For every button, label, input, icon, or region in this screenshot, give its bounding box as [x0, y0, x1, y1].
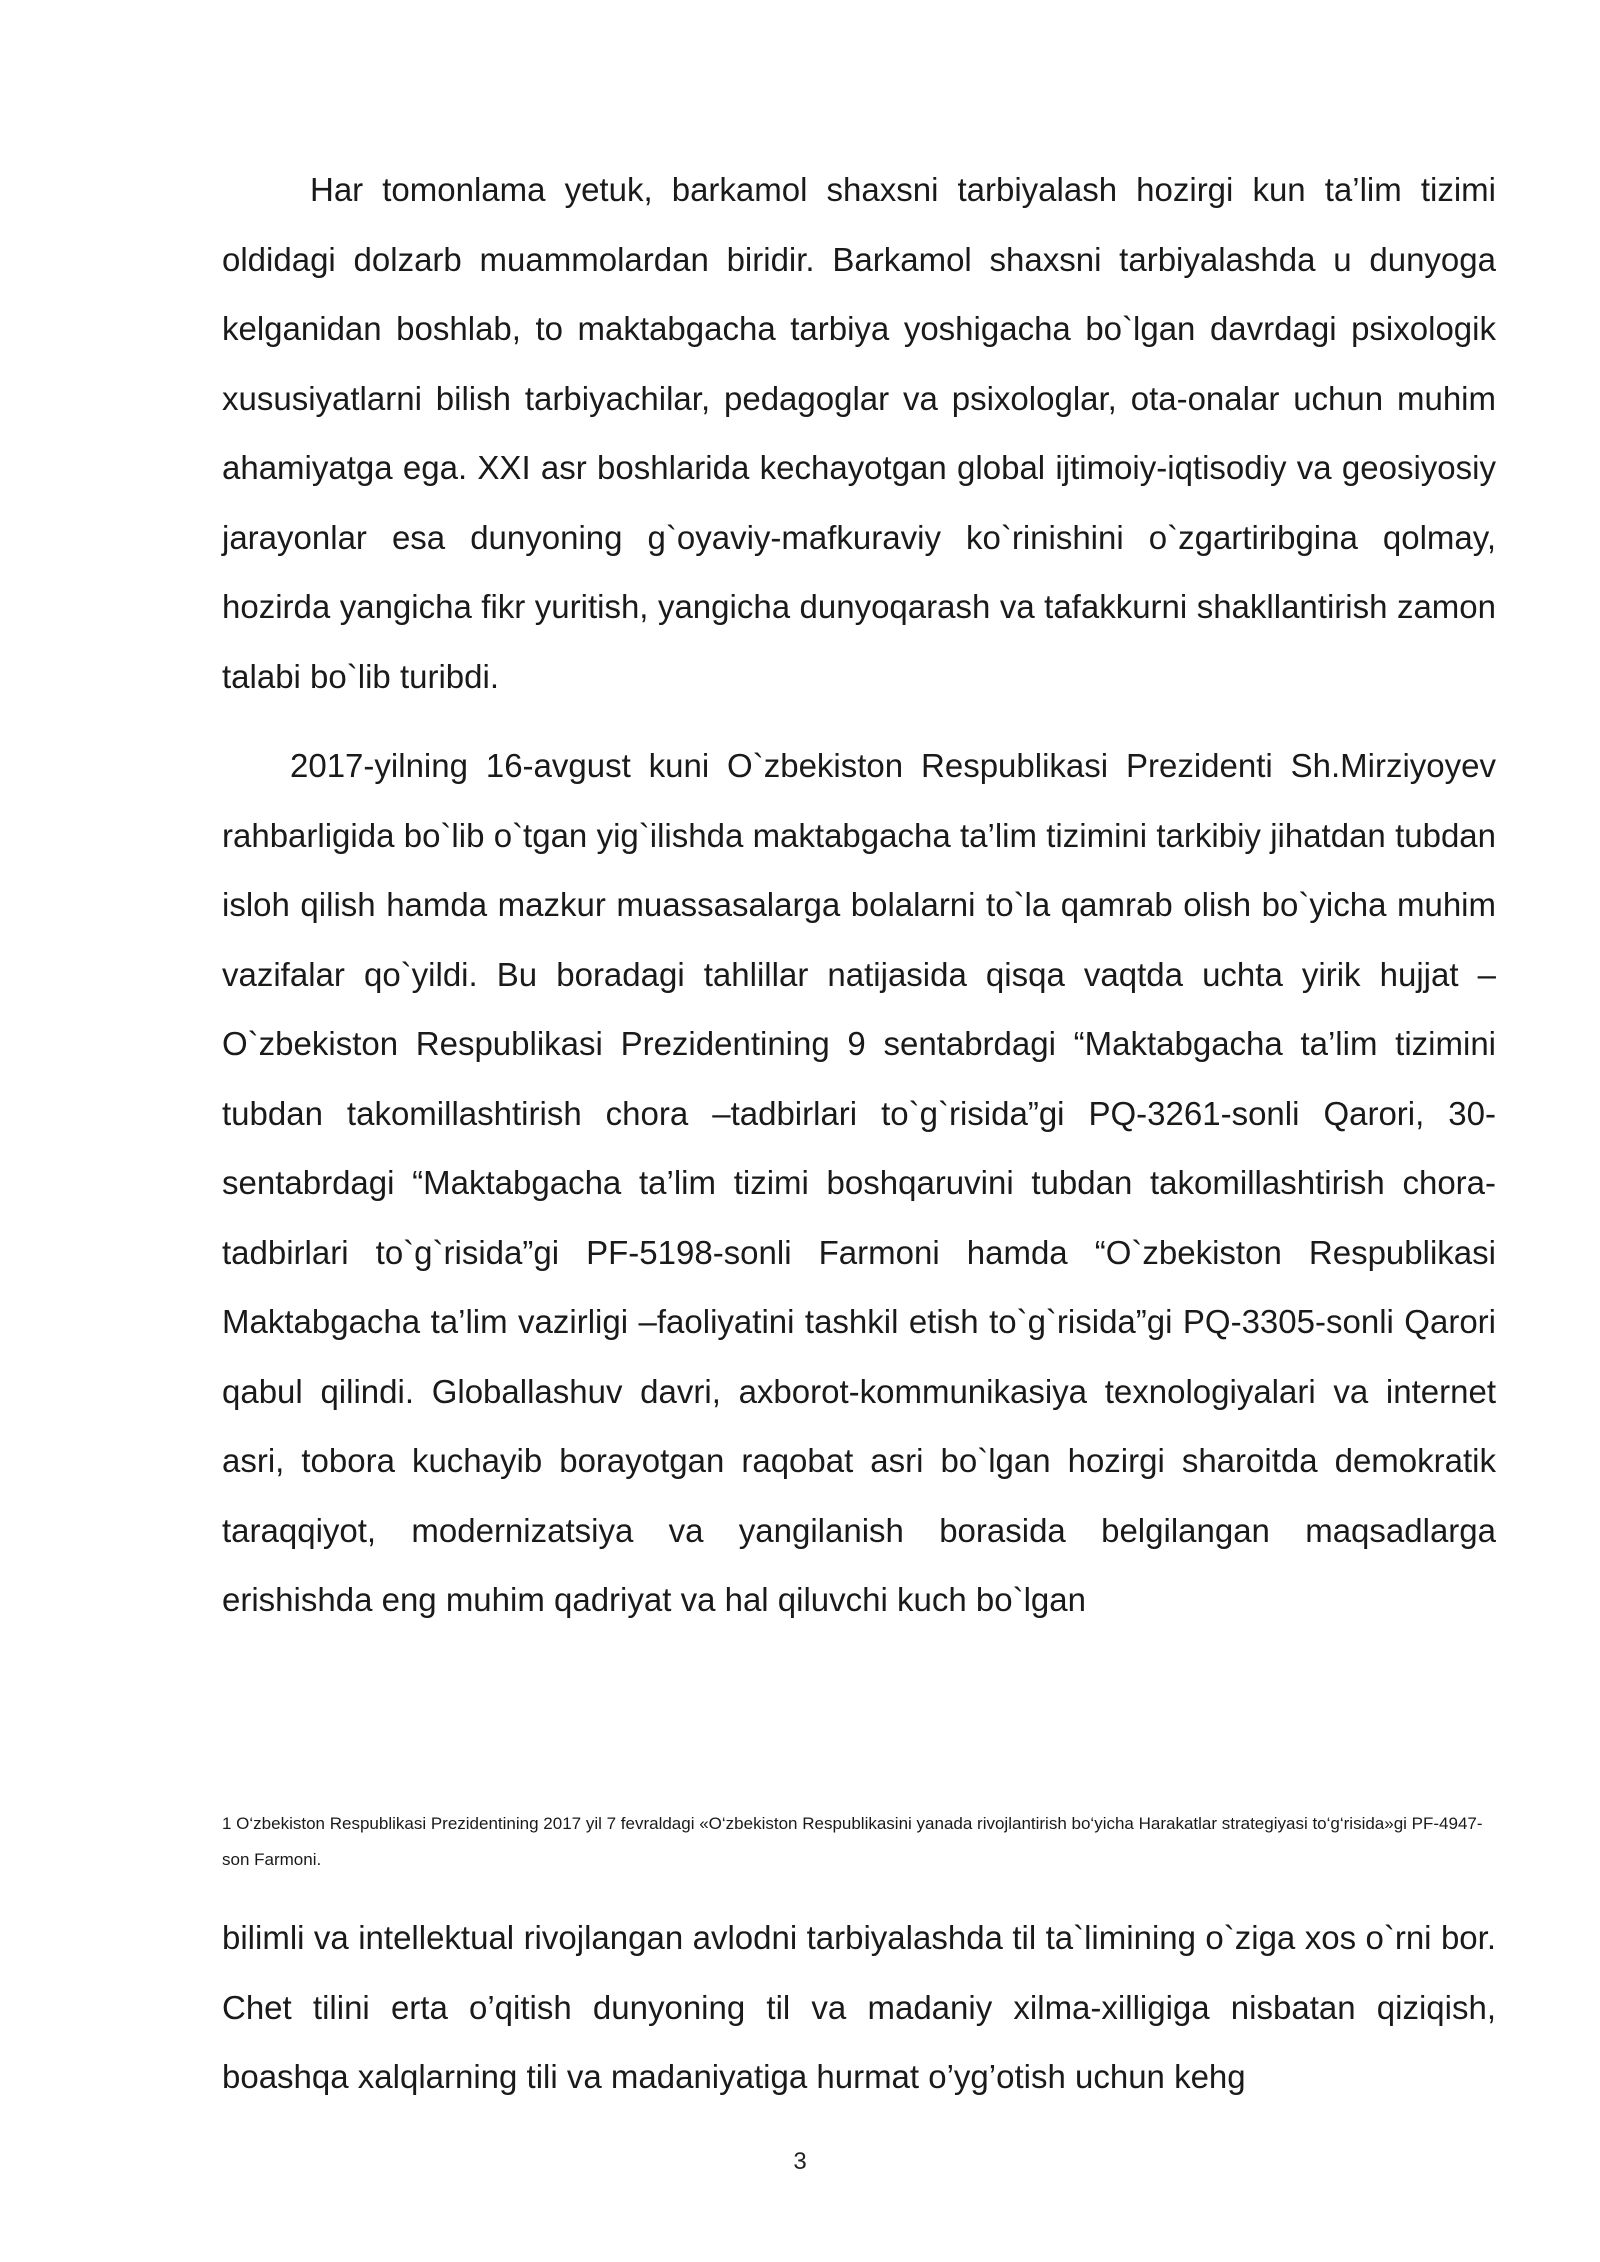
- page-number: 3: [793, 2148, 807, 2175]
- body-paragraph: 2017-yilning 16-avgust kuni O`zbekiston Respublikasi Prezidenti Sh.Mirziyoyev rahbarligida bo`lib o`tgan yig`ilishda maktabgacha ta’lim tizimini tarkibiy jihatdan tubdan isloh qilish hamda mazkur muassasalarga bolalarni to`la qamrab olish bo`yicha muhim vazifalar qo`yildi. Bu boradagi tahlillar natijasida qisqa vaqtda uchta yirik hujjat – O`zbekiston Respublikasi Prezidentining 9 sentabrdagi “Maktabgacha ta’lim tizimini tubdan takomillashtirish chora –tadbirlari to`g`risida”gi PQ-3261-sonli Qarori, 30-sentabrdagi “Maktabgacha ta’lim tizimi boshqaruvini tubdan takomillashtirish chora-tadbirlari to`g`risida”gi PF-5198-sonli Farmoni hamda “O`zbekiston Respublikasi Maktabgacha ta’lim vazirligi –faoliyatini tashkil etish to`g`risida”gi PQ-3305-sonli Qarori qabul qilindi. Globallashuv davri, axborot-kommunikasiya texnologiyalari va internet asri, tobora kuchayib borayotgan raqobat asri bo`lgan hozirgi sharoitda demokratik taraqqiyot, modernizatsiya va yangilanish borasida belgilangan maqsadlarga erishishda eng muhim qadriyat va hal qiluvchi kuch bo`lgan: [222, 747, 1496, 1618]
- body-paragraph-1-block: [222, 155, 1496, 711]
- body-paragraph-2-block: [222, 731, 1496, 1635]
- footnote: 1 O‘zbekiston Respublikasi Prezidentining 2017 yil 7 fevraldagi «O‘zbekiston Respublikasini yanada rivojlantirish bo‘yicha Harakatlar strategiyasi to‘g‘risida»gi PF-4947-son Farmoni.: [222, 1814, 1483, 1869]
- body-paragraph-3-block: [222, 1903, 1496, 2112]
- body-paragraph: bilimli va intellektual rivojlangan avlodni tarbiyalashda til ta`limining o`ziga xos o`rni bor. Chet tilini erta o’qitish dunyoning til va madaniy xilma-xilligiga nisbatan qiziqish, boashqa xalqlarning tili va madaniyatiga hurmat o’yg’otish uchun kehg: [222, 1919, 1496, 2095]
- body-paragraph: Har tomonlama yetuk, barkamol shaxsni tarbiyalash hozirgi kun ta’lim tizimi oldidagi dolzarb muammolardan biridir. Barkamol shaxsni tarbiyalashda u dunyoga kelganidan boshlab, to maktabgacha tarbiya yoshigacha bo`lgan davrdagi psixologik xususiyatlarni bilish tarbiyachilar, pedagoglar va psixologlar, ota-onalar uchun muhim ahamiyatga ega. XXI asr boshlarida kechayotgan global ijtimoiy-iqtisodiy va geosiyosiy jarayonlar esa dunyoning g`oyaviy-mafkuraviy ko`rinishini o`zgartiribgina qolmay, hozirda yangicha fikr yuritish, yangicha dunyoqarash va tafakkurni shakllantirish zamon talabi bo`lib turibdi.: [222, 171, 1496, 695]
